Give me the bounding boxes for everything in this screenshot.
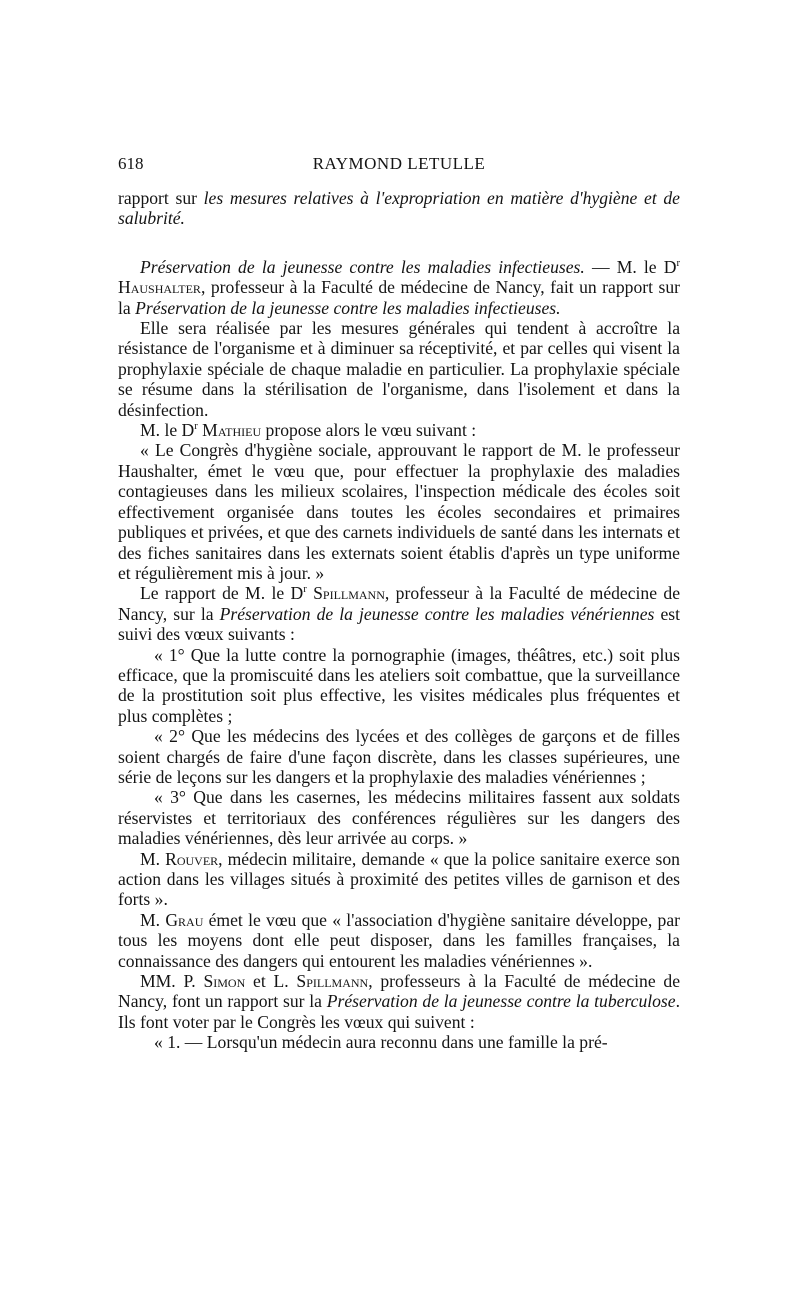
superscript: r	[303, 584, 307, 596]
wish-item: « 3° Que dans les casernes, les médecins militaires fassent aux soldats réservistes et territoriaux des conférences régulières sur les dangers des maladies vénériennes, dès leur arrivée au corps. »	[118, 787, 680, 849]
paragraph	[118, 420, 680, 440]
italic-title: Préservation de la jeunesse contre les maladies infectieuses.	[135, 297, 561, 318]
text-run: , professeur à la Faculté de médecine de Nancy, sur la	[118, 583, 681, 624]
wish-item: « 1° Que la lutte contre la pornographie (images, théâtres, etc.) soit plus efficace, que la promiscuité dans les ateliers soit combattue, que la surveillance de la prostitution soit plus effective, les visites médicales plus fréquentes et plus complètes ;	[118, 644, 680, 726]
text-run: et L.	[245, 971, 297, 992]
text-run: Le rapport de M. le D	[140, 583, 304, 604]
paragraph	[118, 583, 680, 644]
text-run: , professeur à la Faculté de médecine de Nancy, fait un rapport sur la	[118, 277, 680, 318]
text-run: , médecin militaire, demande « que la police sanitaire exerce son action dans les villages situés à proximité des petites villes de garnison et des forts ».	[118, 848, 680, 910]
section-paragraph	[118, 257, 680, 318]
superscript: r	[194, 421, 198, 433]
paragraph	[118, 910, 680, 971]
running-title: RAYMOND LETULLE	[312, 154, 486, 173]
person-name: Spillmann	[296, 971, 369, 992]
paragraph	[118, 188, 680, 229]
running-header	[118, 152, 680, 176]
italic-title: les mesures relatives à l'expropriation en matière d'hygiène et de salubrité.	[118, 188, 680, 229]
page-number: 618	[118, 154, 144, 173]
text-run: MM. P.	[140, 971, 204, 992]
person-name: Spillmann	[313, 583, 385, 604]
person-name: Haushalter	[118, 277, 201, 298]
text-run: , professeurs à la Faculté de médecine de Nancy, font un rapport sur la	[118, 971, 681, 1012]
body-text	[118, 188, 680, 1053]
wish-item: « 2° Que les médecins des lycées et des collèges de garçons et de filles soient chargés de faire d'une façon discrète, dans les classes supérieures, une série de leçons sur les dangers et la prophylaxie des maladies vénériennes ;	[118, 726, 680, 787]
paragraph	[118, 971, 680, 1032]
paragraph: Elle sera réalisée par les mesures générales qui tendent à accroître la résistance de l'organisme et à diminuer sa réceptivité, et par celles qui visent la prophylaxie spéciale de chaque maladie en particulier. La prophylaxie spéciale se résume dans la stérilisation de l'organisme, dans l'isolement et dans la désinfection.	[118, 318, 680, 420]
wish-item: « 1. — Lorsqu'un médecin aura reconnu dans une famille la pré-	[154, 1032, 608, 1053]
person-name: Grau	[165, 909, 204, 930]
superscript: r	[676, 257, 680, 269]
person-name: Mathieu	[202, 420, 262, 441]
text-run: . Ils font voter par le Congrès les vœux qui suivent :	[118, 991, 680, 1032]
text-run: propose alors le vœu suivant :	[261, 420, 477, 441]
section-heading: Préservation de la jeunesse contre les maladies infectieuses.	[140, 256, 585, 277]
text-run: émet le vœu que « l'association d'hygiène sanitaire développe, par tous les moyens dont elle peut disposer, dans les familles françaises, la connaissance des dangers qui entourent les maladies vénériennes ».	[118, 909, 680, 971]
text-run: est suivi des vœux suivants :	[118, 603, 680, 645]
italic-title: Préservation de la jeunesse contre les maladies vénériennes	[219, 603, 655, 624]
text-run: M. le D	[140, 420, 195, 441]
text-run: M.	[140, 909, 166, 930]
paragraph	[118, 849, 680, 910]
text-run: rapport sur	[118, 188, 204, 208]
text-run: M.	[140, 848, 166, 869]
italic-title: Préservation de la jeunesse contre la tuberculose	[326, 991, 676, 1012]
person-name: Rouver	[165, 848, 219, 869]
person-name: Simon	[203, 971, 246, 992]
text-run: — M. le D	[584, 256, 677, 277]
quotation-paragraph: « Le Congrès d'hygiène sociale, approuvant le rapport de M. le professeur Haushalter, émet le vœu que, pour effectuer la prophylaxie des maladies contagieuses dans les milieux scolaires, l'inspection médicale des écoles soit effectivement organisée dans toutes les écoles secondaires et primaires publiques et privées, et que des carnets individuels de santé dans les internats et des fiches sanitaires dans les externats soient établis d'après un type uniforme et régulièrement mis à jour. »	[118, 440, 680, 583]
